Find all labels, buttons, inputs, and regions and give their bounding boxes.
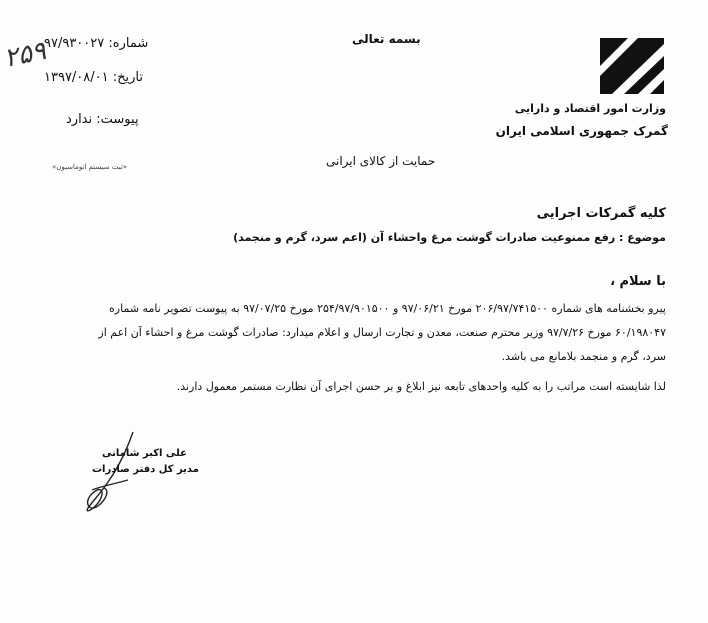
- body-line-2: ۶۰/۱۹۸۰۴۷ مورخ ۹۷/۷/۲۶ وزیر محترم صنعت، معدن و تجارت ارسال و اعلام میدارد: صادرات گوشت مرغ و احشاء آن اعم از: [98, 326, 666, 339]
- bismillah: بسمه تعالی: [352, 32, 421, 46]
- letter-number: [44, 36, 148, 51]
- handwritten-number: ۲۵۹: [1, 35, 49, 75]
- attachment-label: پیوست:: [96, 112, 139, 127]
- addressee: کلیه گمرکات اجرایی: [536, 206, 666, 221]
- number-label: شماره:: [108, 36, 149, 51]
- date-label: تاریخ:: [112, 70, 144, 85]
- subject-line: [233, 231, 666, 244]
- attachment-value: ندارد: [66, 112, 93, 127]
- signer-title: مدیر کل دفتر صادرات: [92, 464, 199, 475]
- number-value: ۹۷/۹۳۰۰۲۷: [44, 36, 105, 51]
- subject-label: موضوع :: [619, 231, 666, 244]
- greeting: با سلام ،: [610, 274, 666, 289]
- customs-name: گمرک جمهوری اسلامی ایران: [495, 124, 668, 138]
- automation-note: «ثبت سیستم اتوماسیون»: [52, 163, 128, 171]
- date-value: ۱۳۹۷/۰۸/۰۱: [44, 70, 109, 85]
- subject-text: رفع ممنوعیت صادرات گوشت مرغ واحشاء آن (اعم سرد، گرم و منجمد): [233, 231, 616, 244]
- letter-attachment: [66, 112, 139, 127]
- body-line-3: سرد، گرم و منجمد بلامانع می باشد.: [501, 350, 666, 363]
- letter-date: [44, 70, 143, 85]
- customs-logo-icon: [598, 36, 666, 96]
- body-line-1: پیرو بخشنامه های شماره ۲۰۶/۹۷/۷۴۱۵۰۰ مورخ ۹۷/۰۶/۲۱ و ۲۵۴/۹۷/۹۰۱۵۰۰ مورخ ۹۷/۰۷/۲۵ به پیوست تصویر نامه شماره: [109, 302, 666, 315]
- ministry-name: وزارت امور اقتصاد و دارایی: [514, 102, 666, 115]
- signer-name: علی اکبر شامانی: [102, 448, 187, 459]
- motto: حمایت از کالای ایرانی: [326, 154, 436, 168]
- body-line-4: لذا شایسته است مراتب را به کلیه واحدهای تابعه نیز ابلاغ و بر حسن اجرای آن نظارت مستمر معمول دارند.: [176, 380, 666, 393]
